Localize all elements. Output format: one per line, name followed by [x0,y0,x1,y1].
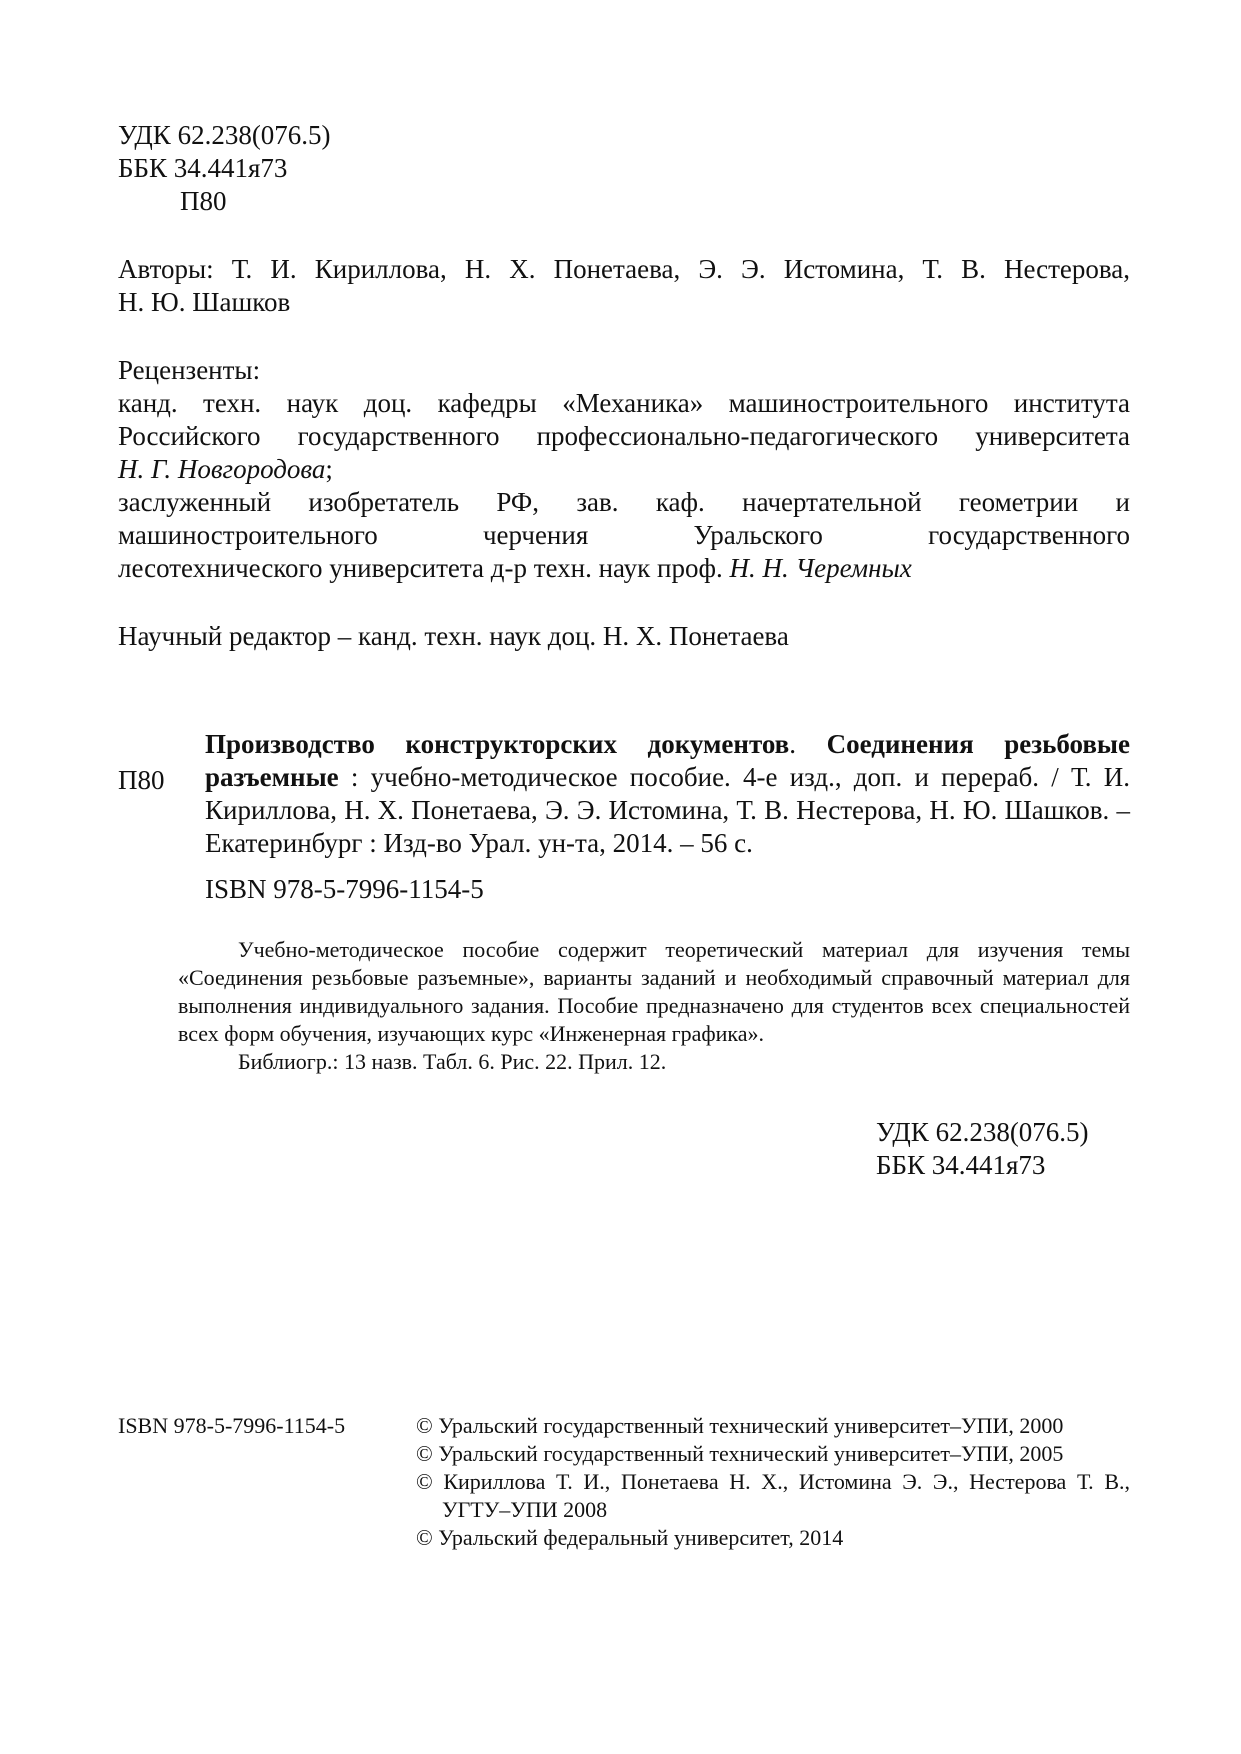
udk-code-bottom: УДК 62.238(076.5) [876,1117,1089,1147]
authors-continuation: Н. Ю. Шашков [118,287,291,317]
annotation-isbn: ISBN 978-5-7996-1154-5 [205,874,484,904]
reviewer-1-position-line-1: канд. техн. наук доц. кафедры «Механика» машиностроительного института [118,388,1130,418]
reviewer-2-name: Н. Н. Черемных [729,553,912,583]
classification-codes-top [118,119,1130,218]
bibliographic-annotation [205,728,1130,860]
book-title-part-1: Производство конструкторских документов [205,729,790,759]
scientific-editor [118,620,1130,653]
copyright-section [416,1412,1130,1552]
reviewer-2-position-line-1: заслуженный изобретатель РФ, зав. каф. начертательной геометрии и [118,487,1130,517]
abstract-section [178,936,1130,1076]
udk-code: УДК 62.238(076.5) [118,120,331,150]
bibliographic-details: : учебно-методическое пособие. 4-е изд., доп. и перераб. / Т. И. Кириллова, Н. Х. Понетаева, Э. Э. Истомина, Т. В. Нестерова, Н. Ю. Шашков. – Екатеринбург : Изд-во Урал. ун-та, 2014. – 56 с. [205,762,1130,858]
book-title-separator: . [789,729,827,759]
reviewer-2-position-line-2: машиностроительного черчения Уральского государственного [118,520,1130,550]
reviewers-section [118,354,1130,585]
isbn-bottom: ISBN 978-5-7996-1154-5 [118,1413,346,1438]
authors-section [118,253,1130,319]
bbk-code: ББК 34.441я73 [118,153,288,183]
reviewer-2-position-line-3 [118,552,1130,585]
reviewer-2-affiliation-tail: лесотехнического университета д-р техн. наук проф. [118,553,730,583]
scientific-editor-text: Научный редактор – канд. техн. наук доц. Н. Х. Понетаева [118,621,789,651]
book-title-part-2: Соединения резьбовые разъемные [205,729,1130,792]
author-sign-code: П80 [180,186,227,216]
reviewers-heading: Рецензенты: [118,355,261,385]
copyright-line-3: © Кириллова Т. И., Понетаева Н. Х., Истомина Э. Э., Нестерова Т. В., УГТУ–УПИ 2008 [416,1469,1130,1522]
copyright-line-1: © Уральский государственный технический университет–УПИ, 2000 [416,1413,1064,1438]
copyright-line-2: © Уральский государственный технический университет–УПИ, 2005 [416,1441,1064,1466]
copyright-line-4: © Уральский федеральный университет, 2014 [416,1525,844,1550]
bbk-code-bottom: ББК 34.441я73 [876,1150,1046,1180]
bibliography-summary: Библиогр.: 13 назв. Табл. 6. Рис. 22. Прил. 12. [238,1049,667,1074]
reviewer-1-name: Н. Г. Новгородова [118,454,326,484]
reviewer-1-punctuation: ; [325,454,333,484]
annotation-code: П80 [118,765,165,795]
classification-codes-bottom [876,1116,1126,1182]
reviewer-1-position-line-2: Российского государственного профессионально-педагогического университета [118,421,1130,451]
authors-line: Авторы: Т. И. Кириллова, Н. Х. Понетаева, Э. Э. Истомина, Т. В. Нестерова, [118,254,1130,284]
abstract-text: Учебно-методическое пособие содержит теоретический материал для изучения темы «Соединения резьбовые разъемные», варианты заданий и необходимый справочный материал для выполнения индивидуального задания. Пособие предназначено для студентов всех специальностей всех форм обучения, изучающих курс «Инженерная графика». [178,937,1130,1046]
reviewer-1-name-line [118,453,1130,486]
